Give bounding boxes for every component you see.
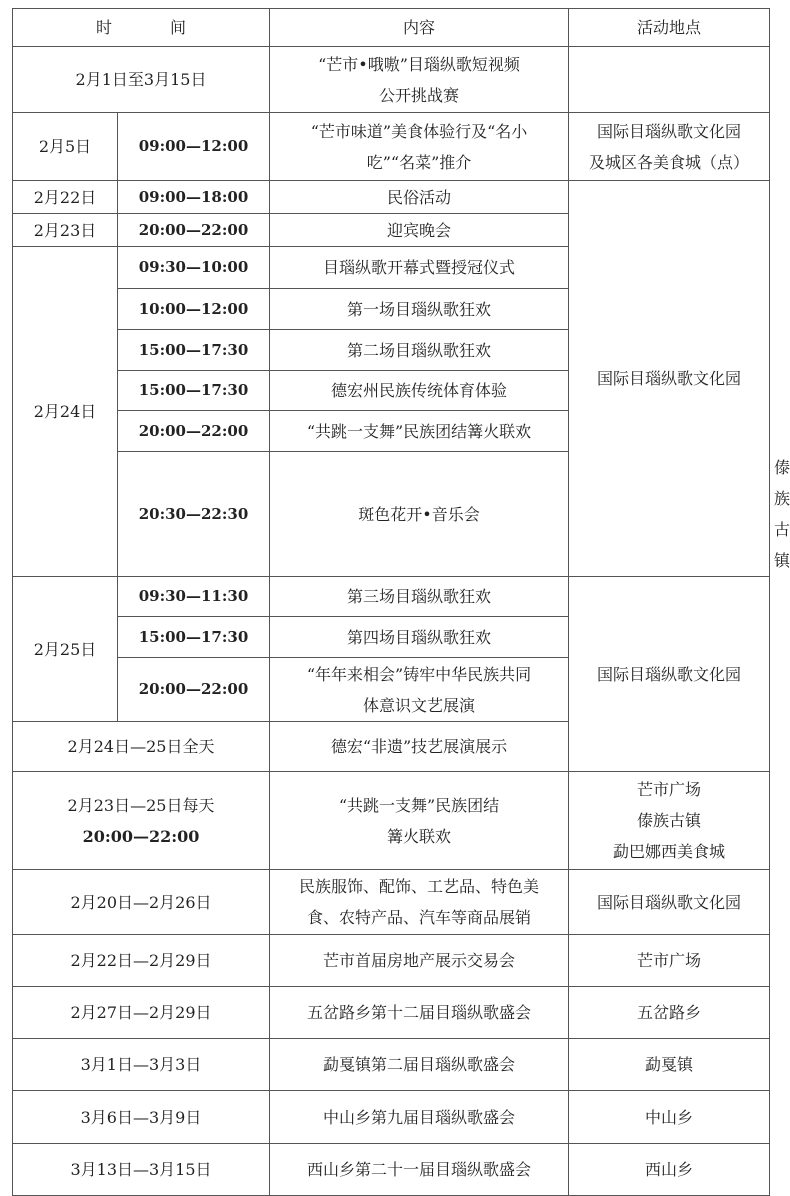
time-header: 时 间 (13, 9, 270, 47)
time-cell: 09:30—10:00 (118, 247, 270, 289)
content-cell: 中山乡第九届目瑙纵歌盛会 (270, 1091, 569, 1144)
table-row (13, 47, 770, 113)
content-cell: 五岔路乡第十二届目瑙纵歌盛会 (270, 987, 569, 1039)
location-cell: 勐戛镇 (569, 1039, 770, 1091)
table-row (13, 935, 770, 987)
location-cell: 五岔路乡 (569, 987, 770, 1039)
table-row (13, 113, 770, 181)
content-cell: 目瑙纵歌开幕式暨授冠仪式 (270, 247, 569, 289)
location-cell-merged: 国际目瑙纵歌文化园 (569, 577, 770, 772)
date-cell: 2月23日 (13, 214, 118, 247)
date-cell: 2月5日 (13, 113, 118, 181)
content-cell: “共跳一支舞”民族团结篝火联欢 (270, 411, 569, 452)
location-cell: 西山乡 (569, 1144, 770, 1196)
date-cell: 2月24日—25日全天 (13, 722, 270, 772)
schedule-table (12, 8, 790, 1196)
location-cell: 芒市广场 傣族古镇 勐巴娜西美食城 (569, 772, 770, 870)
content-cell: 德宏州民族传统体育体验 (270, 371, 569, 411)
date-cell: 2月20日—2月26日 (13, 870, 270, 935)
content-cell: 斑色花开•音乐会 (270, 452, 569, 577)
time-cell: 20:30—22:30 (118, 452, 270, 577)
date-cell: 2月23日—25日每天 20:00—22:00 (13, 772, 270, 870)
table-row (13, 1039, 770, 1091)
content-cell: 民俗活动 (270, 181, 569, 214)
time-cell: 09:00—12:00 (118, 113, 270, 181)
content-cell: 第一场目瑙纵歌狂欢 (270, 289, 569, 330)
location-cell: 芒市广场 (569, 935, 770, 987)
content-cell: “年年来相会”铸牢中华民族共同 体意识文艺展演 (270, 658, 569, 722)
table-row: 20:30—22:30 斑色花开•音乐会 傣族古镇 (13, 452, 770, 577)
date-cell: 3月6日—3月9日 (13, 1091, 270, 1144)
time-cell: 10:00—12:00 (118, 289, 270, 330)
time-cell: 15:00—17:30 (118, 330, 270, 371)
location-cell: 国际目瑙纵歌文化园 (569, 870, 770, 935)
table-row (13, 1091, 770, 1144)
content-cell: 德宏“非遗”技艺展演展示 (270, 722, 569, 772)
date-cell: 2月1日至3月15日 (13, 47, 270, 113)
header-row (13, 9, 770, 47)
table-row (13, 577, 770, 617)
location-cell-merged: 国际目瑙纵歌文化园 (569, 181, 770, 577)
time-cell: 09:30—11:30 (118, 577, 270, 617)
content-cell: 芒市首届房地产展示交易会 (270, 935, 569, 987)
location-header: 活动地点 (569, 9, 770, 47)
location-cell (569, 47, 770, 113)
table-row (13, 987, 770, 1039)
date-cell-merged: 2月24日 (13, 247, 118, 577)
content-cell: 第四场目瑙纵歌狂欢 (270, 617, 569, 658)
date-cell: 2月22日—2月29日 (13, 935, 270, 987)
date-cell: 3月13日—3月15日 (13, 1144, 270, 1196)
location-cell: 国际目瑙纵歌文化园 及城区各美食城（点） (569, 113, 770, 181)
content-cell: 第三场目瑙纵歌狂欢 (270, 577, 569, 617)
time-cell: 20:00—22:00 (118, 658, 270, 722)
content-cell: 西山乡第二十一届目瑙纵歌盛会 (270, 1144, 569, 1196)
content-cell: “芒市味道”美食体验行及“名小 吃”“名菜”推介 (270, 113, 569, 181)
date-cell: 3月1日—3月3日 (13, 1039, 270, 1091)
content-cell: 民族服饰、配饰、工艺品、特色美 食、农特产品、汽车等商品展销 (270, 870, 569, 935)
content-cell: 迎宾晚会 (270, 214, 569, 247)
time-cell: 09:00—18:00 (118, 181, 270, 214)
table-row (13, 1144, 770, 1196)
content-header: 内容 (270, 9, 569, 47)
location-cell: 中山乡 (569, 1091, 770, 1144)
date-cell-merged: 2月25日 (13, 577, 118, 722)
table-row (13, 772, 770, 870)
content-cell: “芒市•哦嗷”目瑙纵歌短视频 公开挑战赛 (270, 47, 569, 113)
date-cell: 2月22日 (13, 181, 118, 214)
table-row (13, 181, 770, 214)
time-cell: 20:00—22:00 (118, 411, 270, 452)
content-cell: 勐戛镇第二届目瑙纵歌盛会 (270, 1039, 569, 1091)
time-cell: 20:00—22:00 (118, 214, 270, 247)
content-cell: 第二场目瑙纵歌狂欢 (270, 330, 569, 371)
table-row (13, 870, 770, 935)
time-cell: 15:00—17:30 (118, 617, 270, 658)
time-cell: 15:00—17:30 (118, 371, 270, 411)
date-cell: 2月27日—2月29日 (13, 987, 270, 1039)
content-cell: “共跳一支舞”民族团结 篝火联欢 (270, 772, 569, 870)
